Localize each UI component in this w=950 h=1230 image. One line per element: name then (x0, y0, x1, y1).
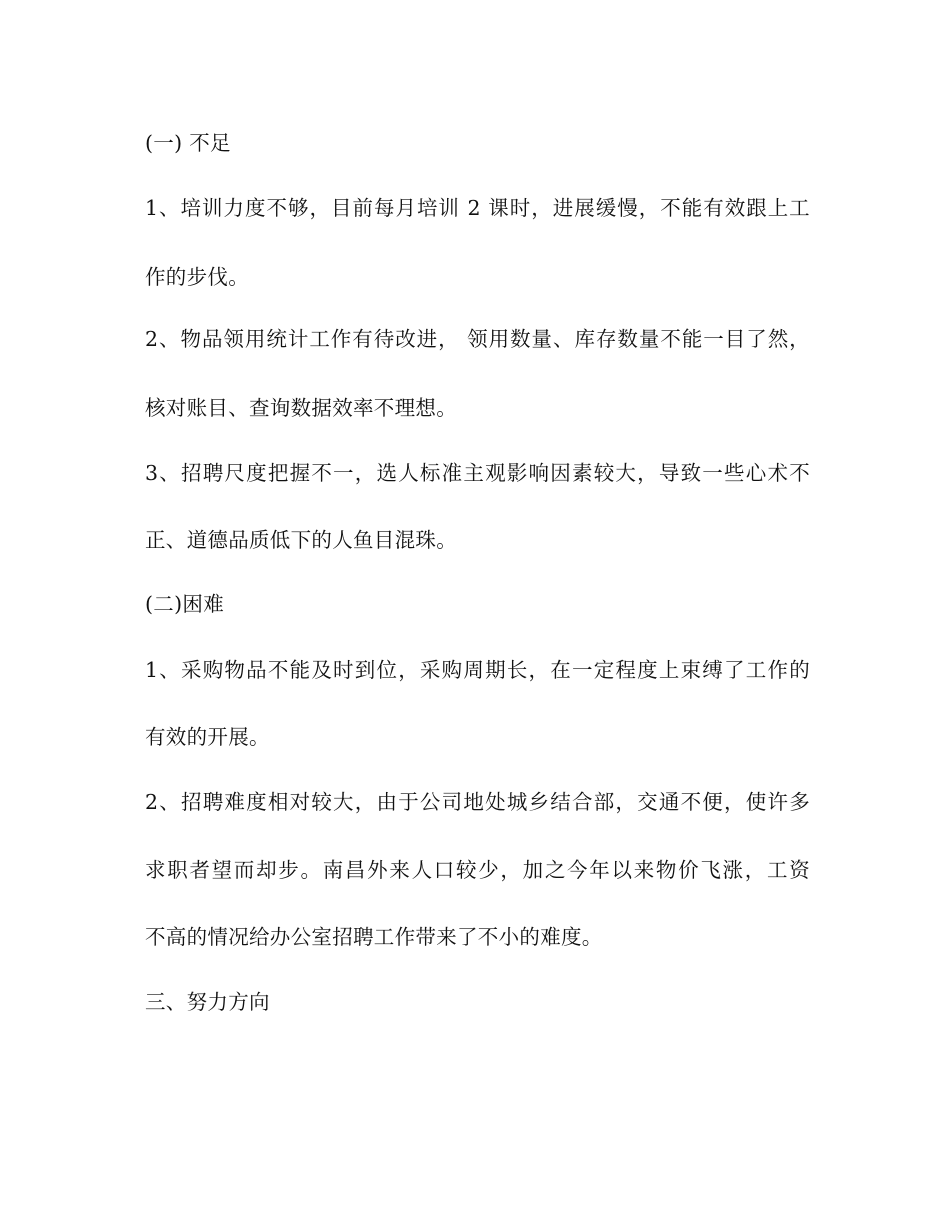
heading-difficulties: (二)困难 (145, 592, 224, 616)
paragraph-line: 1、采购物品不能及时到位，采购周期长，在一定程度上束缚了工作的 (145, 658, 810, 682)
heading-shortcomings: (一) 不足 (145, 131, 231, 155)
paragraph-line: 正、道德品质低下的人鱼目混珠。 (145, 528, 457, 552)
heading-direction: 三、努力方向 (145, 990, 270, 1014)
paragraph-line: 作的步伐。 (145, 265, 249, 289)
paragraph-line: 不高的情况给办公室招聘工作带来了不小的难度。 (145, 925, 603, 949)
paragraph-line: 2、招聘难度相对较大，由于公司地处城乡结合部，交通不便，使许多 (145, 790, 810, 814)
paragraph-line: 3、招聘尺度把握不一，选人标准主观影响因素较大，导致一些心术不 (145, 461, 810, 485)
paragraph-line: 1、培训力度不够，目前每月培训 2 课时，进展缓慢，不能有效跟上工 (145, 196, 810, 220)
paragraph-line: 求职者望而却步。南昌外来人口较少，加之今年以来物价飞涨，工资 (145, 858, 810, 882)
paragraph-line: 有效的开展。 (145, 725, 270, 749)
paragraph-line: 2、物品领用统计工作有待改进， 领用数量、库存数量不能一目了然， (145, 327, 810, 351)
paragraph-line: 核对账目、查询数据效率不理想。 (145, 396, 457, 420)
